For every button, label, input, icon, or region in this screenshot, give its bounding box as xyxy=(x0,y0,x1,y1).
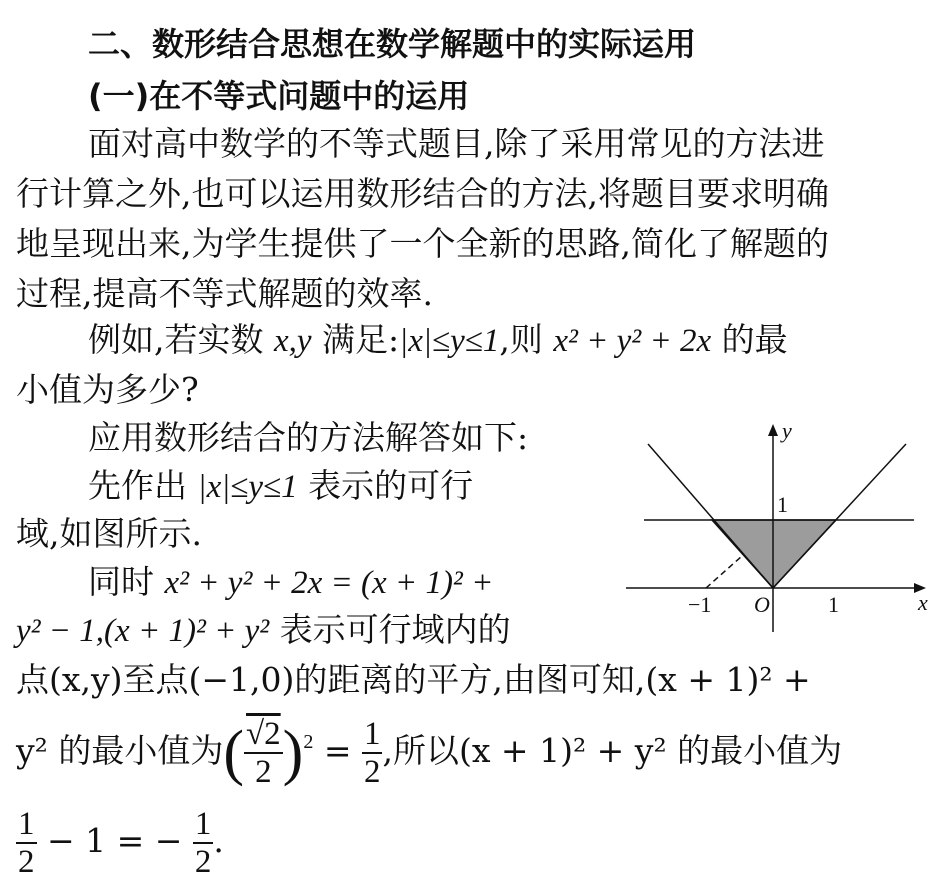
x-tick-neg-1: −1 xyxy=(688,592,712,617)
feasible-region-figure xyxy=(622,418,934,640)
step2-equation: x² + y² + 2x = (x + 1)² + xyxy=(164,565,494,601)
sqrt2-over-2-fraction: $\frac{√2}{2}$ xyxy=(246,716,281,790)
step2-line-2: y² − 1,(x + 1)² + y² 表示可行域内的 xyxy=(16,610,511,649)
para1-line-4: 过程,提高不等式解题的效率. xyxy=(16,274,433,313)
section-title: 二、数形结合思想在数学解题中的实际运用 xyxy=(88,25,697,63)
para1-line-2: 行计算之外,也可以运用数形结合的方法,将题目要求明确 xyxy=(16,174,829,213)
feasible-region xyxy=(712,520,836,588)
step2-line-4: y² 的最小值为( $\frac{√2}{2}$ )$^2$ = $\frac{1}{2}$ ,所以(x + 1)² + y² 的最小值为 xyxy=(16,716,843,790)
line-y-equals-x xyxy=(773,444,906,588)
y-axis-arrow xyxy=(768,424,778,436)
x-tick-1: 1 xyxy=(828,592,839,617)
step2-line-1: 同时 x² + y² + 2x = (x + 1)² + xyxy=(88,562,494,601)
step1-line-1: 先作出 |x|≤y≤1 表示的可行 xyxy=(88,466,474,505)
para1-line-3: 地呈现出来,为学生提供了一个全新的思路,简化了解题的 xyxy=(16,224,829,263)
half-fraction: $\frac{1}{2}$ xyxy=(363,716,381,790)
final-half-fraction-1: $\frac{1}{2}$ xyxy=(18,806,35,880)
step1-line-2: 域,如图所示. xyxy=(16,514,202,553)
final-half-fraction-2: $\frac{1}{2}$ xyxy=(194,806,212,880)
example-line-2: 小值为多少? xyxy=(16,370,199,409)
example-condition: |x|≤y≤1 xyxy=(399,323,500,359)
step2-line-3: 点(x,y)至点(−1,0)的距离的平方,由图可知,(x + 1)² + xyxy=(16,660,811,699)
x-axis-label: x xyxy=(918,590,928,615)
y-axis-label: y xyxy=(782,418,792,443)
example-expression: x² + y² + 2x xyxy=(553,323,712,359)
distance-dashed-line xyxy=(706,556,742,588)
para1-line-1: 面对高中数学的不等式题目,除了采用常见的方法进 xyxy=(88,124,825,163)
subsection-title: (一)在不等式问题中的运用 xyxy=(88,77,470,115)
example-line-1: 例如,若实数 x,y 满足:|x|≤y≤1,则 x² + y² + 2x 的最 xyxy=(88,320,788,359)
step1-condition: |x|≤y≤1 xyxy=(197,469,298,505)
example-vars: x,y xyxy=(274,323,312,359)
solution-intro: 应用数形结合的方法解答如下: xyxy=(88,418,529,457)
line-y-equals-neg-x xyxy=(648,444,773,588)
final-line: $\frac{1}{2}$ − 1 = − $\frac{1}{2}$ . xyxy=(18,806,224,880)
origin-label: O xyxy=(754,592,770,617)
y-tick-1: 1 xyxy=(777,492,788,517)
